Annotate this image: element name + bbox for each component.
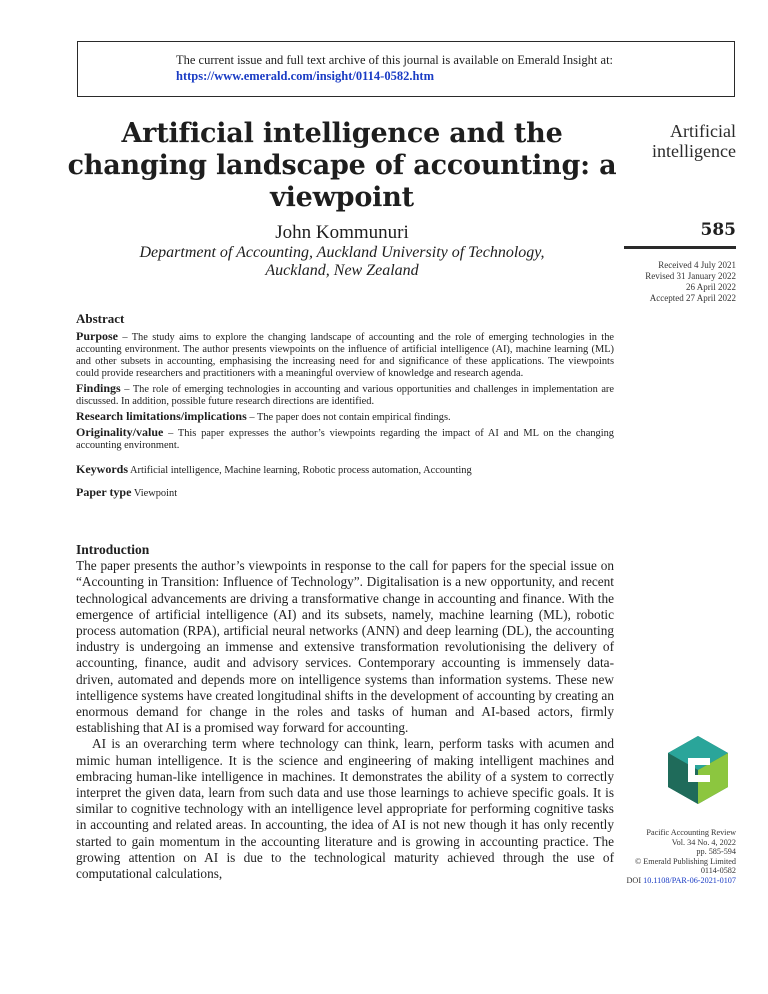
abstract-originality: [76, 426, 614, 452]
journal-name: Pacific Accounting Review: [646, 828, 736, 837]
running-head: [606, 121, 736, 161]
findings-label: Findings: [76, 381, 121, 395]
running-head-line: intelligence: [652, 141, 736, 161]
limitations-text: – The paper does not contain empirical findings.: [246, 412, 451, 423]
journal-volume: Vol. 34 No. 4, 2022: [671, 837, 736, 847]
revised-date: Revised 31 January 2022: [645, 271, 736, 281]
originality-label: Originality/value: [76, 425, 164, 439]
archive-banner: [77, 41, 735, 97]
originality-text: – This paper expresses the author’s viewpoints regarding the impact of AI and ML on the changing accounting environment.: [76, 428, 614, 451]
limitations-label: Research limitations/implications: [76, 409, 247, 423]
purpose-text: – The study aims to explore the changing landscape of accounting and the role of emerging technologies in the accounting environment. The author presents viewpoints on the influence of artificial intelligence (AI), machine learning (ML) and other subsets in accounting, emphasising the increasing need for and significance of these applications. The viewpoints could provide researchers and practitioners with a meaningful overview of knowledge and research agenda.: [76, 332, 614, 379]
doi-link[interactable]: 10.1108/PAR-06-2021-0107: [643, 875, 736, 885]
journal-publisher: © Emerald Publishing Limited: [634, 856, 736, 866]
article-title: Artificial intelligence and the changing landscape of accounting: a viewpoint: [67, 118, 617, 213]
introduction-paragraph: AI is an overarching term where technology can think, learn, perform tasks with acumen and mimic human intelligence. It is the science and engineering of making intelligent machines and embracing human-like intelligence in machines. It demonstrates the ability of a system to correctly interpret the given data, learn from such data and use those learnings to achieve specific goals. It is similar to cognitive technology with an intelligence level appropriate for performing cognitive tasks in accounting and related areas. In accounting, the idea of AI is not new though it has only recently started to gain momentum in the accounting literature and is growing in accounting practice. The growing attention on AI is due to the technological maturity achieved through the use of computational calculations,: [76, 736, 614, 882]
keywords-label: Keywords: [76, 462, 128, 476]
margin-rule: [624, 246, 736, 249]
introduction-section: [76, 542, 614, 882]
article-history: [586, 260, 736, 304]
introduction-paragraph: The paper presents the author’s viewpoints in response to the call for papers for the special issue on “Accounting in Transition: Influence of Technology”. Digitalisation is a new opportunity, and recent technological advancements are driving a transformative change in accounting and finance. With the emergence of artificial intelligence (AI) and its subsets, namely, machine learning (ML), robotic process automation (RPA), artificial neural networks (ANN) and deep learning (DL), the accounting industry is undergoing an immense and extensive transformation revolutionising the delivery of accounting, finance, audit and advisory services. Contemporary accounting is immensely data-driven, automated and depends more on intelligence systems than information systems. These new intelligence systems have created longitudinal shifts in the development of accounting by creating an enormous demand for change in the roles and tasks of human and AI-based actors, firmly establishing that AI is a promised way forward for accounting.: [76, 558, 614, 736]
abstract-paper-type: [76, 486, 614, 500]
doi-label: DOI: [626, 875, 642, 885]
accepted-date: Accepted 27 April 2022: [649, 293, 736, 303]
abstract-findings: [76, 382, 614, 408]
abstract-limitations: [76, 410, 614, 424]
running-head-line: Artificial: [670, 121, 736, 141]
keywords-text: Artificial intelligence, Machine learning, Robotic process automation, Accounting: [128, 465, 472, 476]
paper-type-text: Viewpoint: [131, 488, 178, 499]
paper-type-label: Paper type: [76, 485, 132, 499]
abstract-purpose: [76, 330, 614, 380]
journal-issn: 0114-0582: [700, 866, 736, 876]
journal-doi: [586, 876, 736, 886]
page-number: 585: [700, 220, 736, 240]
author-name: John Kommunuri: [275, 222, 409, 243]
introduction-heading: Introduction: [76, 542, 150, 557]
findings-text: – The role of emerging technologies in accounting and various opportunities and challenges in implementation are discussed. In addition, possible future research directions are identified.: [76, 384, 614, 407]
revised-date: 26 April 2022: [685, 282, 736, 292]
journal-archive-link[interactable]: https://www.emerald.com/insight/0114-0582.htm: [176, 69, 434, 83]
journal-citation: [586, 828, 736, 886]
affiliation-line: Department of Accounting, Auckland University of Technology,: [139, 244, 545, 261]
journal-pages: pp. 585-594: [696, 847, 736, 857]
abstract-keywords: [76, 463, 614, 477]
abstract-section: [76, 313, 614, 502]
affiliation-line: Auckland, New Zealand: [265, 262, 419, 279]
abstract-heading: Abstract: [76, 311, 125, 326]
banner-text: The current issue and full text archive of this journal is available on Emerald Insight at:: [176, 53, 614, 67]
emerald-publishing-logo-icon: [666, 734, 730, 806]
purpose-label: Purpose: [76, 329, 118, 343]
received-date: Received 4 July 2021: [658, 260, 736, 270]
author-affiliation: [60, 244, 624, 280]
